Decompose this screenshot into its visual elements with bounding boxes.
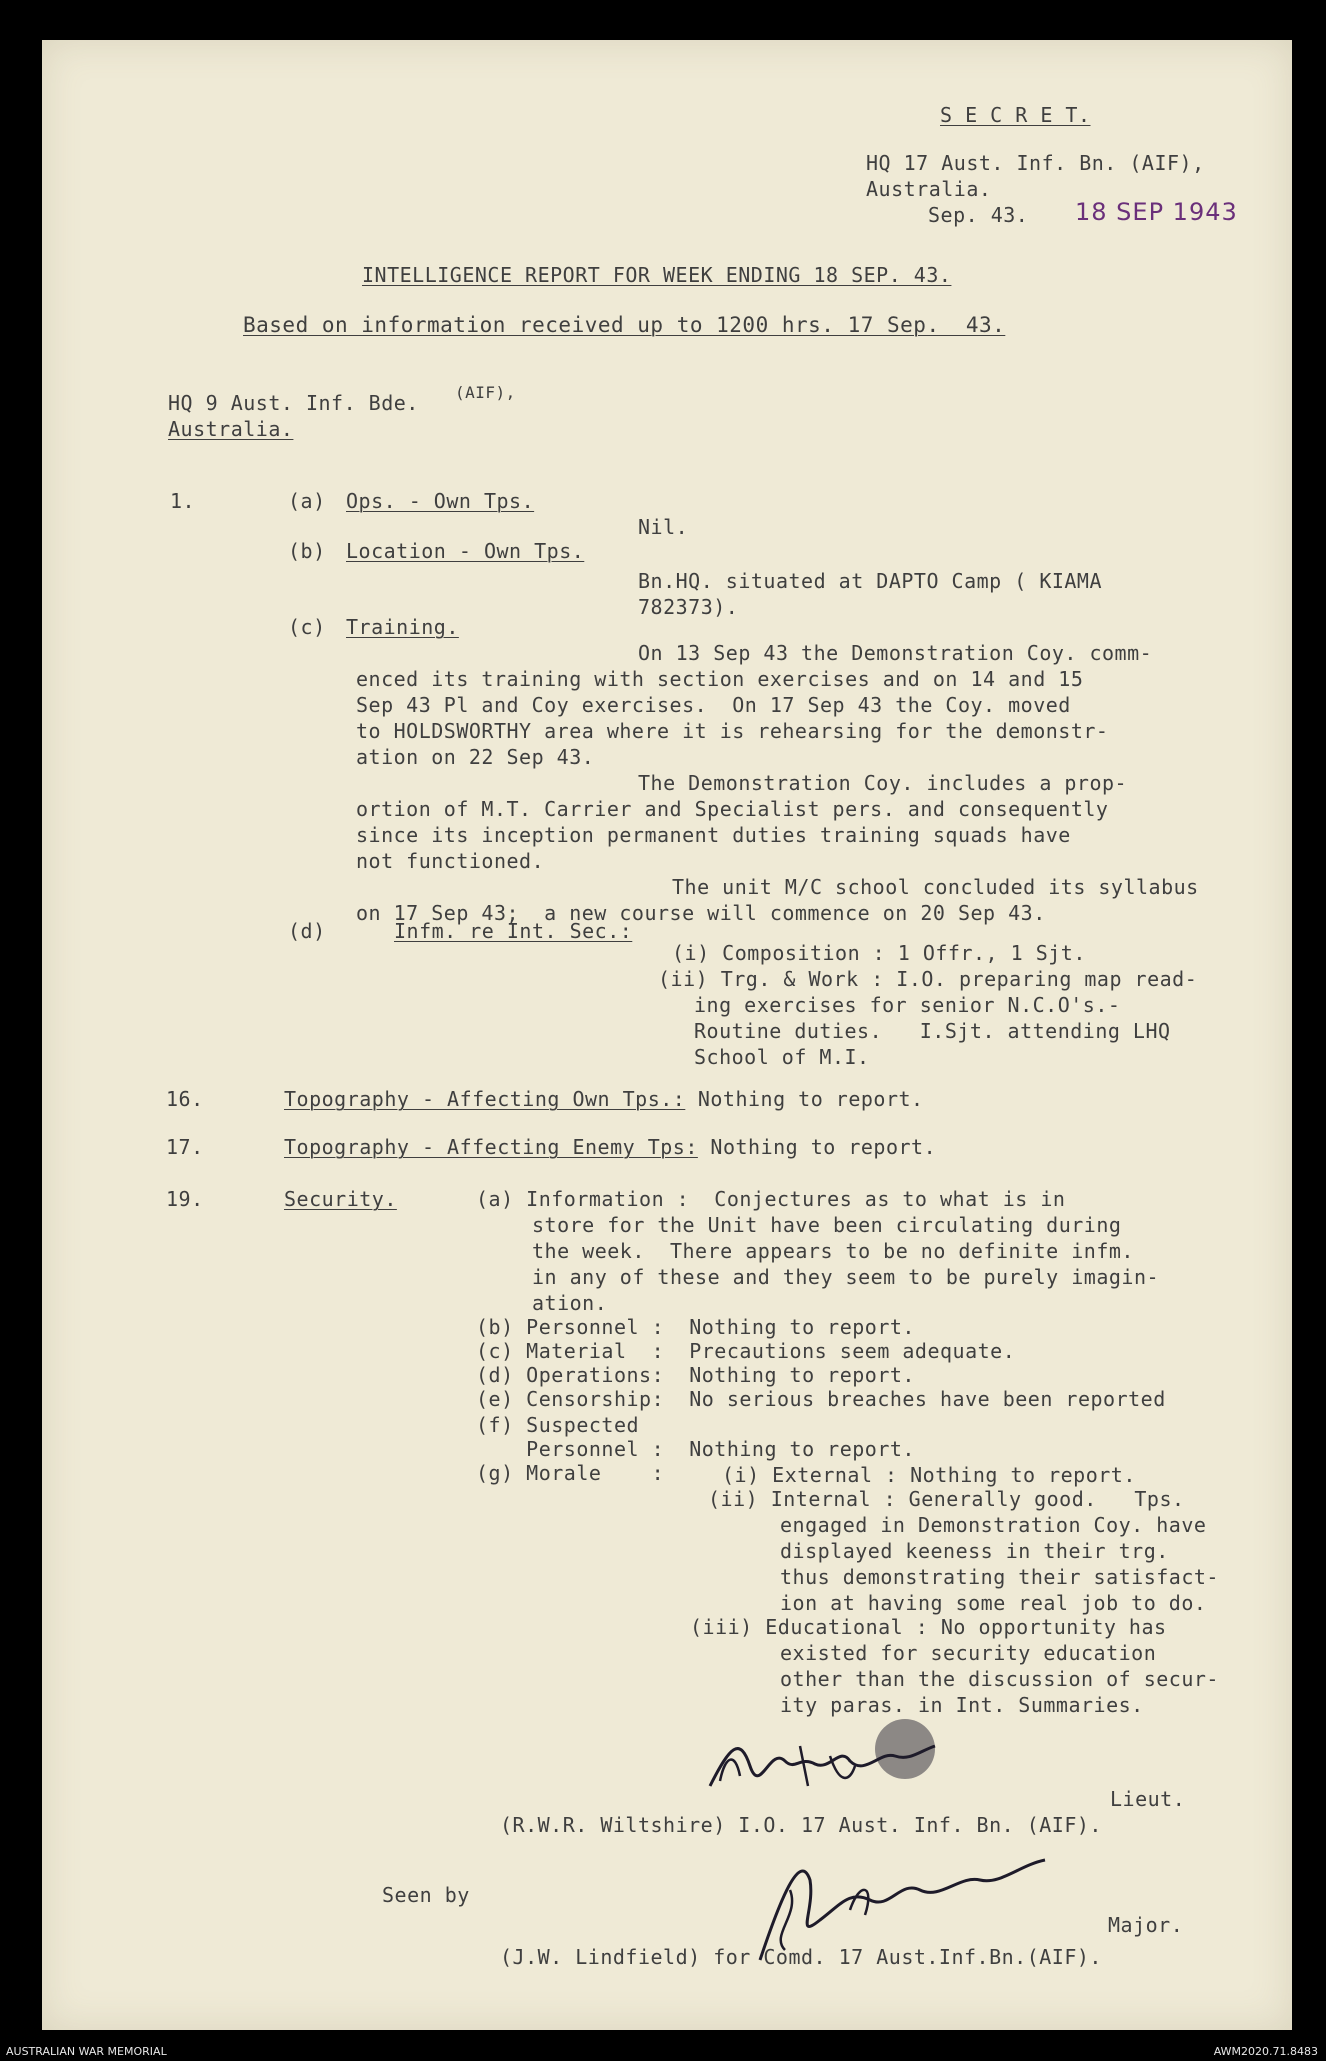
para-1c-line: Sep 43 Pl and Coy exercises. On 17 Sep 43 the Coy. moved bbox=[356, 693, 1071, 717]
para-19e: (e) Censorship: No serious breaches have been reported bbox=[476, 1387, 1166, 1411]
para-1a-text: Nil. bbox=[638, 515, 689, 539]
para-1c-line: on 17 Sep 43; a new course will commence on 20 Sep 43. bbox=[356, 901, 1046, 925]
unit-header: HQ 17 Aust. Inf. Bn. (AIF), bbox=[866, 151, 1205, 175]
para-1c-line: not functioned. bbox=[356, 849, 545, 873]
para-17-number: 17. bbox=[166, 1135, 204, 1159]
co-signature-line: (J.W. Lindfield) for Comd. 17 Aust.Inf.Bn.(AIF). bbox=[500, 1945, 1102, 1969]
para-1c-line: The Demonstration Coy. includes a prop- bbox=[638, 771, 1128, 795]
para-19g: (g) Morale : bbox=[476, 1461, 665, 1485]
para-1d-ii: (ii) Trg. & Work : I.O. preparing map read- bbox=[658, 967, 1198, 991]
para-19g-ii: (ii) Internal : Generally good. Tps. bbox=[708, 1487, 1185, 1511]
addressee-location: Australia. bbox=[168, 417, 294, 441]
para-1c-heading: Training. bbox=[346, 615, 459, 639]
para-1c-label: (c) bbox=[288, 615, 326, 639]
para-19c: (c) Material : Precautions seem adequate. bbox=[476, 1339, 1016, 1363]
para-17-line bbox=[284, 1134, 936, 1160]
para-19-heading: Security. bbox=[284, 1187, 397, 1211]
wiltshire-signature bbox=[690, 1726, 950, 1806]
para-1c-line: On 13 Sep 43 the Demonstration Coy. comm- bbox=[638, 641, 1153, 665]
para-1b-heading: Location - Own Tps. bbox=[346, 539, 585, 563]
para-19g-ii-line: engaged in Demonstration Coy. have bbox=[780, 1513, 1207, 1537]
para-1b-grid-ref: 782373). bbox=[638, 595, 739, 619]
para-1c-line: ortion of M.T. Carrier and Specialist pers. and consequently bbox=[356, 797, 1109, 821]
classification-label: S E C R E T. bbox=[940, 103, 1091, 127]
para-1d-i: (i) Composition : 1 Offr., 1 Sjt. bbox=[672, 941, 1086, 965]
footer-accession-number: AWM2020.71.8483 bbox=[1213, 2045, 1318, 2058]
para-19f-personnel: Personnel : Nothing to report. bbox=[476, 1437, 915, 1461]
para-19a-line: store for the Unit have been circulating during bbox=[532, 1213, 1122, 1237]
report-subtitle: Based on information received up to 1200 hrs. 17 Sep. 43. bbox=[243, 313, 1006, 337]
seen-by-label: Seen by bbox=[382, 1883, 470, 1907]
para-17-heading: Topography - Affecting Enemy Tps: bbox=[284, 1135, 698, 1159]
para-1c-line: ation on 22 Sep 43. bbox=[356, 745, 595, 769]
location-header: Australia. bbox=[866, 177, 992, 201]
para-16-heading: Topography - Affecting Own Tps.: bbox=[284, 1087, 686, 1111]
para-1a-label: (a) bbox=[288, 489, 326, 513]
para-19g-i: (i) External : Nothing to report. bbox=[722, 1463, 1136, 1487]
para-19a-line: in any of these and they seem to be purely imagin- bbox=[532, 1265, 1160, 1289]
para-1d-ii-line: Routine duties. I.Sjt. attending LHQ bbox=[694, 1019, 1171, 1043]
para-19g-iii-line: existed for security education bbox=[780, 1641, 1157, 1665]
date-header: Sep. 43. bbox=[928, 203, 1029, 227]
para-19g-ii-line: displayed keeness in their trg. bbox=[780, 1539, 1169, 1563]
para-16-text: Nothing to report. bbox=[685, 1087, 924, 1111]
para-19b: (b) Personnel : Nothing to report. bbox=[476, 1315, 915, 1339]
para-19g-ii-line: thus demonstrating their satisfact- bbox=[780, 1565, 1219, 1589]
report-title: INTELLIGENCE REPORT FOR WEEK ENDING 18 SEP. 43. bbox=[362, 263, 952, 287]
para-1c-line: The unit M/C school concluded its syllabus bbox=[672, 875, 1199, 899]
co-rank: Major. bbox=[1108, 1913, 1184, 1937]
io-rank: Lieut. bbox=[1110, 1787, 1186, 1811]
para-1b-label: (b) bbox=[288, 539, 326, 563]
para-19g-ii-line: ion at having some real job to do. bbox=[780, 1591, 1207, 1615]
para-19g-iii: (iii) Educational : No opportunity has bbox=[690, 1615, 1167, 1639]
para-19g-iii-line: ity paras. in Int. Summaries. bbox=[780, 1693, 1144, 1717]
para-17-text: Nothing to report. bbox=[697, 1135, 937, 1159]
para-19a-line: the week. There appears to be no definite infm. bbox=[532, 1239, 1134, 1263]
para-19d: (d) Operations: Nothing to report. bbox=[476, 1363, 915, 1387]
para-1-number: 1. bbox=[170, 489, 196, 513]
para-1d-ii-line: ing exercises for senior N.C.O's.- bbox=[694, 993, 1121, 1017]
para-19-number: 19. bbox=[166, 1187, 204, 1211]
para-1d-heading: Infm. re Int. Sec.: bbox=[394, 919, 633, 943]
para-1d-ii-line: School of M.I. bbox=[694, 1045, 870, 1069]
para-19a: (a) Information : Conjectures as to what is in bbox=[476, 1187, 1066, 1211]
addressee-aif: (AIF), bbox=[455, 383, 516, 402]
para-1b-text: Bn.HQ. situated at DAPTO Camp ( KIAMA bbox=[638, 569, 1103, 593]
addressee-unit: HQ 9 Aust. Inf. Bde. bbox=[168, 391, 419, 415]
footer-archive-name: AUSTRALIAN WAR MEMORIAL bbox=[6, 2045, 167, 2058]
para-16-number: 16. bbox=[166, 1087, 204, 1111]
para-1c-line: to HOLDSWORTHY area where it is rehearsing for the demonstr- bbox=[356, 719, 1109, 743]
para-19a-line: ation. bbox=[532, 1291, 608, 1315]
para-16-line bbox=[284, 1086, 924, 1112]
io-signature-line: (R.W.R. Wiltshire) I.O. 17 Aust. Inf. Bn. (AIF). bbox=[500, 1813, 1102, 1837]
para-1c-line: enced its training with section exercises and on 14 and 15 bbox=[356, 667, 1084, 691]
para-19g-iii-line: other than the discussion of secur- bbox=[780, 1667, 1219, 1691]
date-stamp: 18 SEP 1943 bbox=[1075, 198, 1238, 226]
para-1c-line: since its inception permanent duties training squads have bbox=[356, 823, 1071, 847]
para-1d-label: (d) bbox=[288, 919, 326, 943]
para-1a-heading: Ops. - Own Tps. bbox=[346, 489, 535, 513]
para-19f: (f) Suspected bbox=[476, 1413, 640, 1437]
